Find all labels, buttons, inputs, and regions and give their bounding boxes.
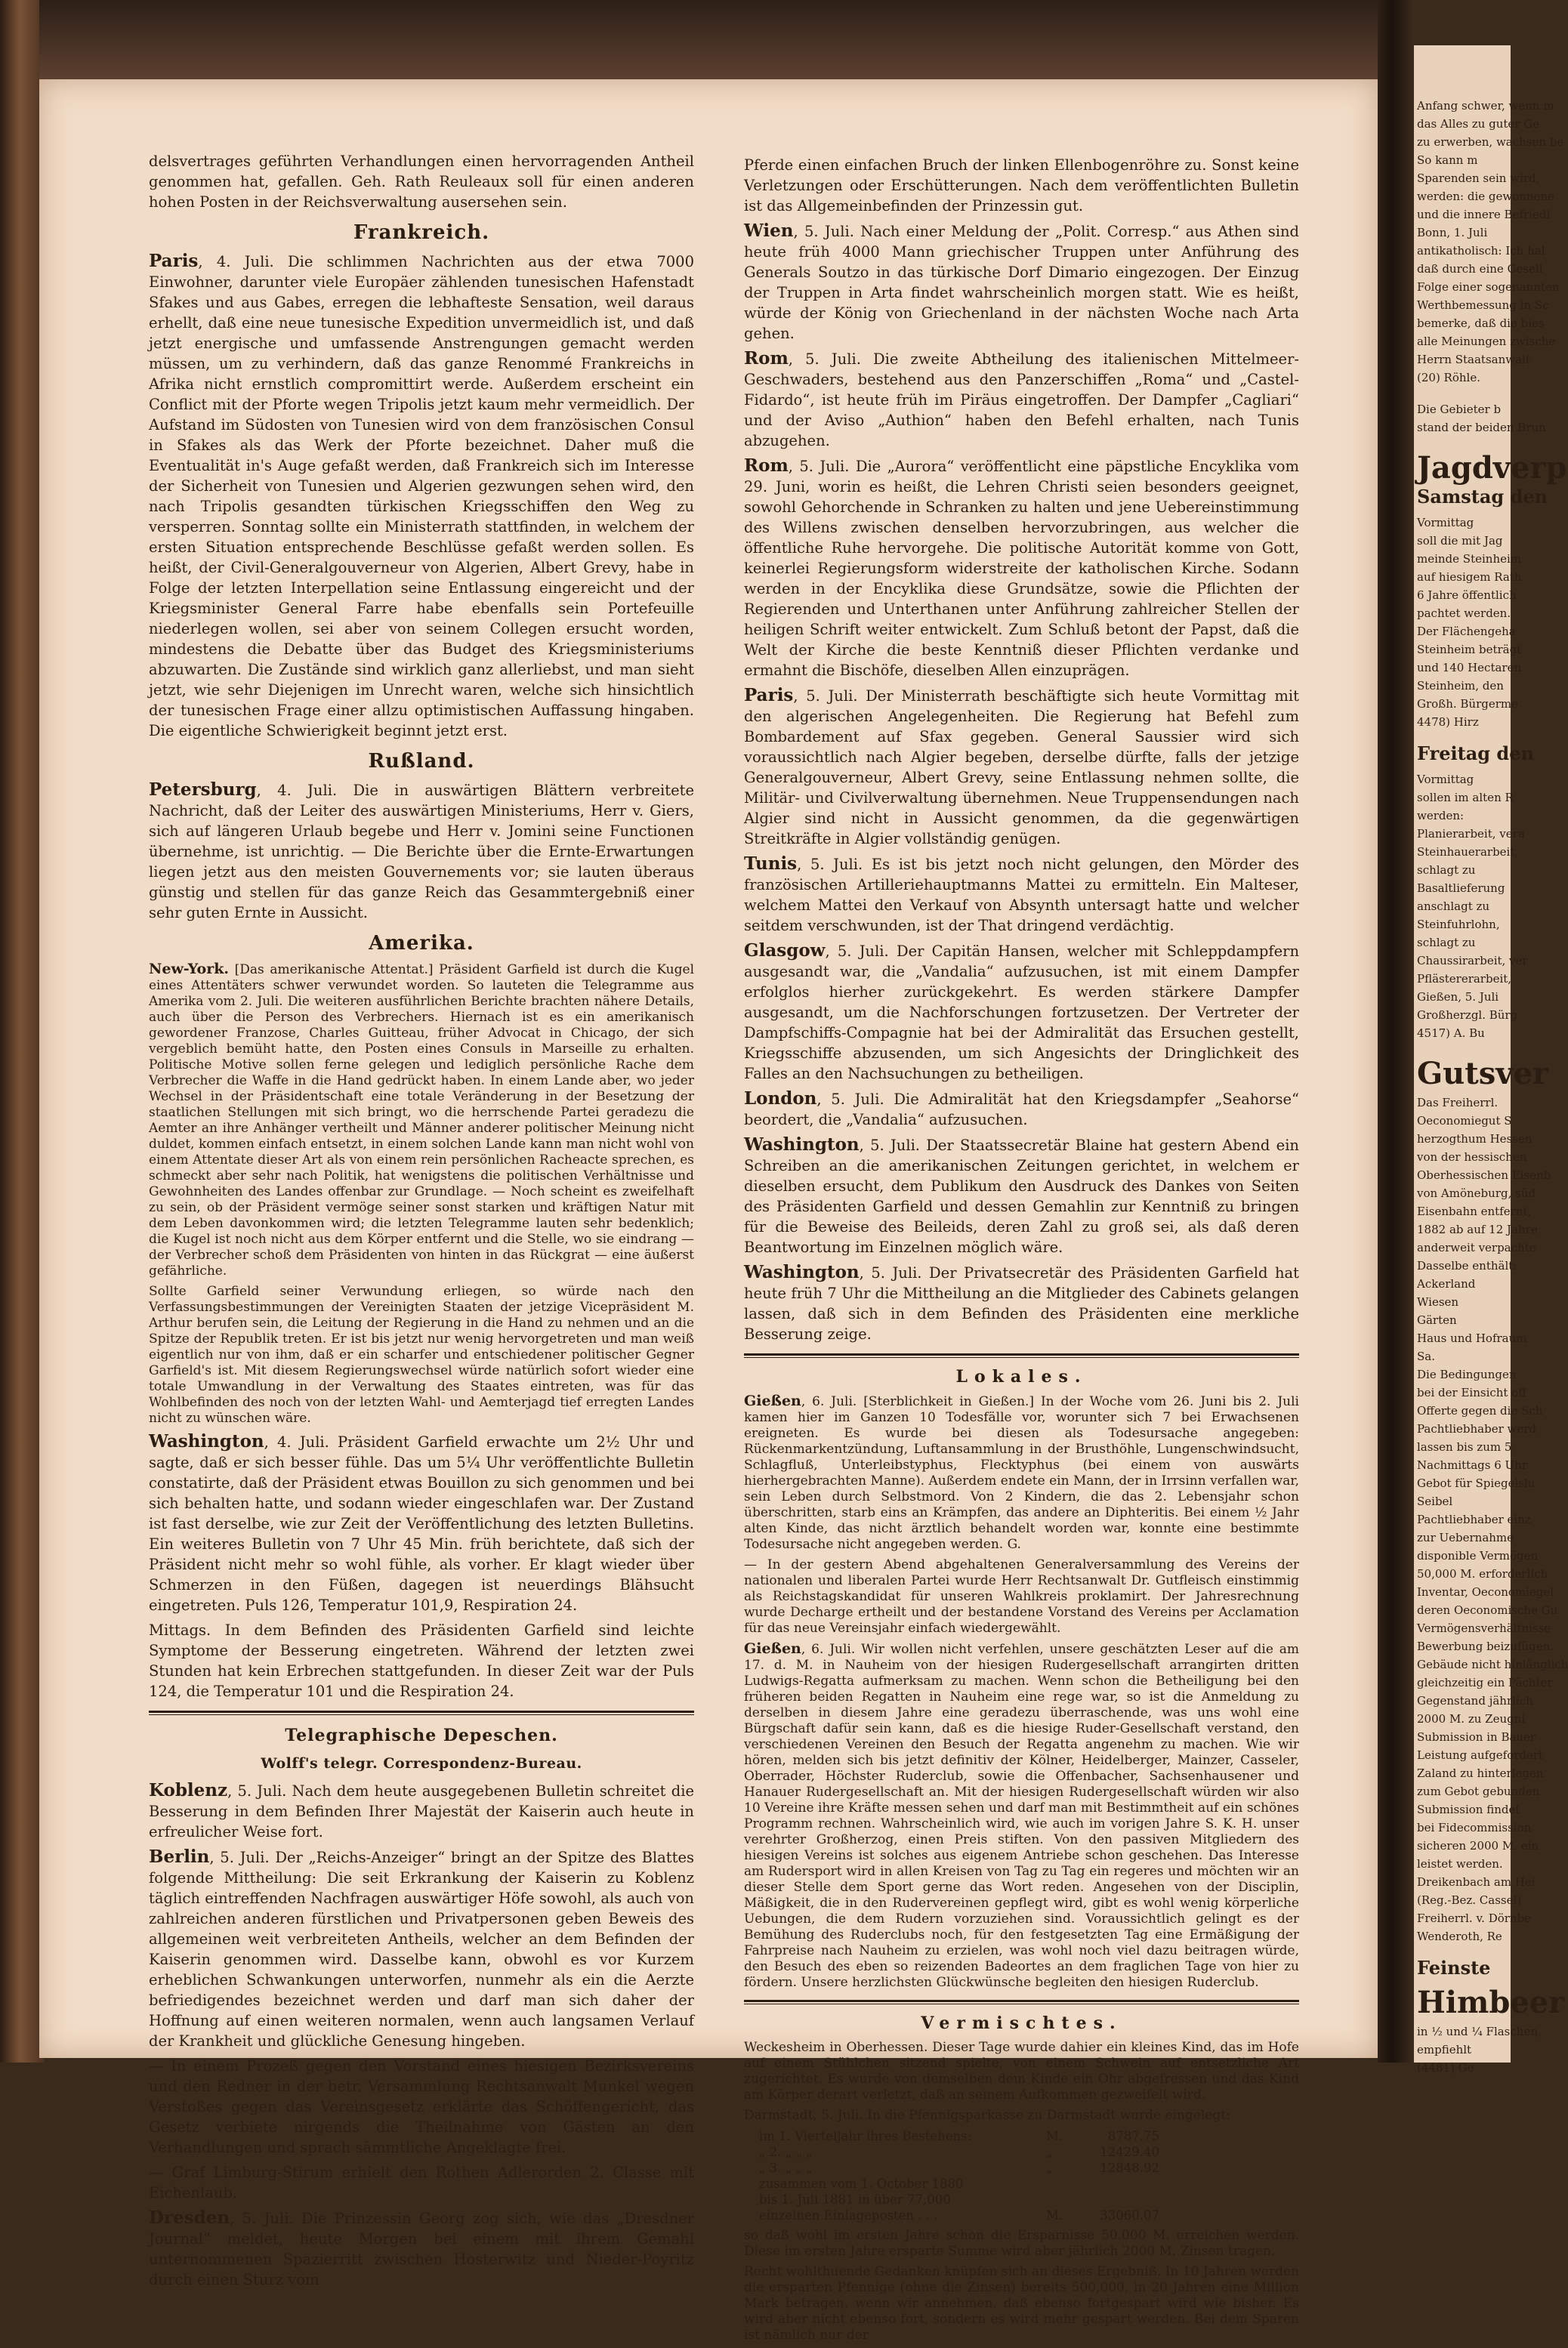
dateline-city: Paris bbox=[744, 685, 794, 705]
adjacent-page-line: schlagt zu bbox=[1417, 863, 1476, 877]
adjacent-page-line: herzogthum Hessen bbox=[1417, 1132, 1533, 1146]
savings-amount: 12848.92 bbox=[1100, 2161, 1159, 2175]
article-text: , 5. Juli. Die Prinzessin Georg zog sich, wie das „Dresdner Journal“ meldet, heute Morgen bei einem mit ihrem Gemahl unternommenen Spazierritt zwischen Hosterwitz und Nieder-Poyritz durch einen Sturz vom bbox=[149, 2210, 694, 2288]
adjacent-page-line: empfiehlt bbox=[1417, 2043, 1472, 2056]
article-text: , 6. Juli. Wir wollen nicht verfehlen, unsere geschätzten Leser auf die am 17. d. M. in Nauheim von der hiesigen Rudergesellschaft arrangirten dritten Ludwigs-Regatta aufmerksam zu machen. Wenn schon die Betheiligung bei den früheren beiden Regatten in Nauheim eine rege war, so ist die Anmeldung zu derselben in diesem Jahre eine geradezu überraschende, was uns wohl eine Bürgschaft dafür sein kann, daß es die hiesige Ruder-Gesellschaft verstand, den verschiedenen Vereinen den Besuch der Regatta angenehm zu machen. Wie wir hören, melden sich bis jetzt definitiv der Kölner, Heidelberger, Mainzer, Casseler, Oberrader, Höchster Ruderclub, sowie die Offenbacher, Sachsenhausener und Hanauer Rudergesellschaft an. Mit der hiesigen Rudergesellschaft würden wir also 10 Vereine ihre Kräfte messen sehen und darf man mit Bestimmtheit auf ein schönes Programm rechnen. Wahrscheinlich wird, wie auch im vorigen Jahre S. K. H. unser verehrter Großherzog, einen Preis stiften. Von den passiven Mitgliedern des hiesigen Vereins ist solches aus eigenem Antriebe schon geschehen. Das Interesse am Rudersport wird in allen Kreisen von Tag zu Tag ein regeres und möchten wir an dieser Stelle dem Sport gerne das Wort reden. Angesehen von der Disciplin, Mäßigkeit, die in den Rudervereinen gepflegt wird, gibt es wohl wenig körperliche Uebungen, die dem Rudern vorzuziehen sind. Voraussichtlich gelingt es der Bemühung des Ruderclubs noch, für den festgesetzten Tag eine Ermäßigung der Fahrpreise nach Nauheim zu erzielen, was wohl noch viel dazu beitragen würde, den Besuch des eben so reizenden Badeortes an dem fraglichen Tage von hier zu fördern. Unsere herzlichsten Glückwünsche begleiten den hiesigen Ruderclub. bbox=[744, 1642, 1299, 1990]
adjacent-page-line: 6 Jahre öffentlich bbox=[1417, 588, 1517, 602]
dateline-city: New-York. bbox=[149, 961, 229, 977]
dateline-city: London bbox=[744, 1088, 817, 1109]
adjacent-page-line: Großherzgl. Bürg bbox=[1417, 1008, 1518, 1022]
savings-row bbox=[759, 2160, 1299, 2176]
adjacent-page-line: alle Meinungen zwische bbox=[1417, 335, 1556, 348]
adjacent-page-line: das Alles zu guter Ge bbox=[1417, 117, 1540, 131]
section-heading-frankreich: Frankreich. bbox=[353, 221, 490, 244]
adjacent-page-line: Dreikenbach am Hei bbox=[1417, 1875, 1536, 1889]
savings-table bbox=[759, 2128, 1299, 2223]
book-binding-edge bbox=[0, 0, 44, 2063]
adjacent-page-line: stand der beiden Brun bbox=[1417, 421, 1546, 434]
article-text: , 4. Juli. Die schlimmen Nachrichten aus der etwa 7000 Einwohner, darunter viele Europäer zählenden tunesischen Hafenstadt Sfakes und aus Gabes, erregen die lebhafteste Sensation, weil daraus erhellt, daß eine neue tunesische Expedition unvermeidlich ist, und daß jetzt energische und umfassende Anstrengungen gemacht werden müssen, um zu verhindern, daß das ganze Renommé Frankreichs in Afrika nicht ernstlich compromittirt werde. Außerdem erscheint ein Conflict mit der Pforte wegen Tripolis jetzt kaum mehr vermeidlich. Der Aufstand im Südosten von Tunesien wird von dem französischen Consul in Sfakes als das Werk der Pforte bezeichnet. Daher muß die Eventualität in's Auge gefaßt werden, daß Frankreich sich im Interesse der Sicherheit von Tunesien und Algerien gezwungen sehen wird, den nach Tripolis gesandten türkischen Kriegsschiffen den Weg zu versperren. Sonntag sollte ein Ministerrath stattfinden, in welchem der ersten Situation entsprechende Beschlüsse gefaßt werden sollen. Es heißt, der Civil-Generalgouverneur von Algerien, Albert Grevy, habe in Folge der letzten Interpellation seine Entlassung eingereicht und der Kriegsminister General Farre habe ebenfalls sein Portefeuille niederlegen wollen, sei aber von seinem Collegen ersucht worden, mindestens die Debatte über das Budget des Kriegsministeriums abzuwarten. Die Zustände sind wirklich ganz allerliebst, und man sieht jetzt, wie sehr Diejenigen im Unrecht waren, welche sich hinsichtlich der tunesischen Frage einer allzu optimistischen Auffassung hingaben. Die eigentliche Schwierigkeit beginnt jetzt erst. bbox=[149, 253, 694, 739]
adjacent-page-line: Wiesen bbox=[1417, 1295, 1459, 1309]
adjacent-page-line: 4478) Hirz bbox=[1417, 715, 1479, 729]
section-subheading-bureau: Wolff's telegr. Correspondenz-Bureau. bbox=[261, 1755, 582, 1772]
article-washington-2 bbox=[744, 1134, 1299, 1257]
article-text: , 5. Juli. Die Admiralität hat den Kriegsdampfer „Seahorse“ beordert, die „Vandalia“ aufzusuchen. bbox=[744, 1091, 1299, 1128]
dateline-city: Rom bbox=[744, 455, 789, 476]
adjacent-page-line: Freiherrl. v. Dörnbe bbox=[1417, 1911, 1532, 1925]
dateline-city: Washington bbox=[744, 1262, 860, 1282]
article-text: , 5. Juli. Der „Reichs-Anzeiger“ bringt an der Spitze des Blattes folgende Mittheilung: Die seit Erkrankung der Kaiserin zu Koblenz täglich eintreffenden Nachfragen auswärtiger Höfe sowohl, als auch von zahlreichen anderen fürstlichen und Privatpersonen geben Beweis des allgemeinen weit verbreiteten Antheils, welcher an dem Befinden der Kaiserin genommen wird. Dasselbe kann, obwohl es vor Kurzem erheblichen Schwankungen unterworfen, nunmehr als ein die Aerzte befriedigendes bezeichnet werden und darf man sich daher der Hoffnung auf einen weiteren normalen, wenn auch langsamen Verlauf der Krankheit und glückliche Genesung hingeben. bbox=[149, 1849, 694, 2050]
savings-currency bbox=[1046, 2192, 1076, 2208]
adjacent-page-line: Pflästererarbeit, bbox=[1417, 972, 1512, 986]
adjacent-page-line: bei der Einsicht off bbox=[1417, 1386, 1526, 1399]
dateline-city: Wien bbox=[744, 221, 794, 241]
article-prozess: — In einem Prozeß gegen den Vorstand eines hiesigen Bezirksvereins und den Redner in der betr. Versammlung Rechtsanwalt Munkel wegen Verstoßes gegen das Vereinsgesetz erklärte das Schöffengericht, das Gesetz verbiete nirgends die Theilnahme von Gästen an den Verhandlungen und sprach sämmtliche Angeklagte frei. bbox=[149, 2057, 694, 2156]
column-right bbox=[744, 155, 1299, 2348]
adjacent-page-line: lassen bis zum 5. bbox=[1417, 1440, 1516, 1454]
savings-currency: M. bbox=[1046, 2129, 1063, 2143]
adjacent-page-line: anschlagt zu bbox=[1417, 899, 1490, 913]
adjacent-page-line: Offerte gegen die Sch bbox=[1417, 1404, 1543, 1418]
article-darmstadt: Darmstadt, 5. Juli. In die Pfennigsparkasse zu Darmstadt wurde eingelegt: bbox=[744, 2108, 1230, 2123]
adjacent-page-line: werden: die gewonnene bbox=[1417, 190, 1554, 203]
article-text: , 5. Juli. Der Ministerrath beschäftigte sich heute Vormittag mit den algerischen Angelegenheiten. Die Regierung hat Befehl zum Bombardement auf Sfax gegeben. General Saussier wird sich voraussichtlich nach Algier begeben, derselbe dürfte, falls der jetzige Generalgouverneur, Albert Grevy, seine Entlassung nehmen sollte, die Militär- und Civilverwaltung übernehmen. Neue Truppensendungen nach Algier sind nicht in Aussicht genommen, da die gegenwärtigen Streitkräfte in Algier vollständig genügen. bbox=[744, 687, 1299, 847]
adjacent-page-line: 1882 ab auf 12 Jahre bbox=[1417, 1223, 1538, 1236]
adjacent-page-line: Vormittag bbox=[1417, 516, 1474, 529]
adjacent-page-line: Das Freiherrl. bbox=[1417, 1096, 1499, 1109]
adjacent-page-line: Gebot für Spiegelslu bbox=[1417, 1476, 1536, 1490]
article-text: [Das amerikanische Attentat.] Präsident Garfield ist durch die Kugel eines Attentäters schwer verwundet worden. So lauteten die Telegramme aus Amerika vom 2. Juli. Die weiteren ausführlichen Berichte brachten nähere Details, auch über die Person des Verbrechers. Hiernach ist es ein amerikanisch gewordener Franzose, Charles Guitteau, früher Advocat in Chicago, der sich vergeblich bemüht hatte, den Posten eines Consuls in Marseille zu erhalten. Politische Motive sollen ferne gelegen und lediglich persönliche Rache dem Verbrecher die Waffe in die Hand gedrückt haben. In einem Lande aber, wo jeder Wechsel in der Präsidentschaft eine totale Veränderung in der Besetzung der staatlichen Stellungen mit sich bringt, wo die herrschende Partei geradezu die Aemter an ihre Anhänger vertheilt und Männer anderer politischer Meinung nicht duldet, kommen einfach entsetzt, in einem solchen Lande kann man nicht wohl von einem Attentate dieser Art als von einem rein persönlichen Racheacte sprechen, es schmeckt aber sehr nach Politik, hat wenigstens die politischen Verhältnisse und Gewohnheiten des Landes offenbar zur Grundlage. — Noch scheint es zweifelhaft zu sein, ob der Präsident vermöge seiner sonst starken und kräftigen Natur mit dem Leben davonkommen wird; die letzten Telegramme lauten sehr bedenklich; die Kugel ist noch nicht aus dem Körper entfernt und die Stelle, wo sie eindrang — der Verbrecher schoß dem Präsidenten von hinten in das Rückgrat — eine äußerst gefährliche. bbox=[149, 962, 694, 1279]
article-giessen-1 bbox=[744, 1393, 1299, 1553]
adjacent-page-line: Steinfuhrlohn, bbox=[1417, 918, 1500, 931]
dateline-city: Dresden bbox=[149, 2208, 230, 2228]
savings-amount: 12429.40 bbox=[1100, 2145, 1159, 2159]
adjacent-page-line: Oberhessischen Eisenb bbox=[1417, 1168, 1551, 1182]
adjacent-page-line: Freitag den bbox=[1417, 742, 1534, 764]
article-text: , 5. Juli. Der Privatsecretär des Präsidenten Garfield hat heute früh 7 Uhr die Mittheilung an die Mitglieder des Cabinets gelangen lassen, daß sich in dem Befinden des Präsidenten eine merkliche Besserung zeige. bbox=[744, 1264, 1299, 1343]
article-glasgow bbox=[744, 940, 1299, 1084]
savings-amount bbox=[1076, 2192, 1159, 2208]
adjacent-page-line: Der Flächengeha bbox=[1417, 625, 1516, 638]
savings-currency bbox=[1046, 2176, 1076, 2192]
adjacent-page-line: Zaland zu hinterlegen bbox=[1417, 1766, 1544, 1780]
article-limburg: — Graf Limburg-Stirum erhielt den Rothen Adlerorden 2. Classe mit Eichenlaub. bbox=[149, 2164, 694, 2201]
adjacent-page-line: Dasselbe enthält: bbox=[1417, 1259, 1517, 1273]
adjacent-page-line: 4517) A. Bu bbox=[1417, 1026, 1485, 1040]
adjacent-page-line: Submission findet bbox=[1417, 1803, 1520, 1816]
article-washington-3 bbox=[744, 1262, 1299, 1344]
adjacent-page-line: Jagdverp bbox=[1417, 450, 1567, 486]
adjacent-page-line: Pachtliebhaber einz bbox=[1417, 1513, 1531, 1526]
adjacent-page-line: Herrn Staatsanwalt bbox=[1417, 353, 1530, 366]
adjacent-page-line: Vermögensverhältnisse bbox=[1417, 1621, 1551, 1635]
dateline-city: Paris bbox=[149, 251, 199, 271]
adjacent-page-line: 2000 M. zu Zeugni bbox=[1417, 1712, 1526, 1726]
savings-row bbox=[759, 2128, 1299, 2144]
adjacent-page-line: Planierarbeit, vera bbox=[1417, 827, 1525, 841]
article-giessen-2 bbox=[744, 1641, 1299, 1991]
adjacent-page-line: Sa. bbox=[1417, 1350, 1435, 1363]
adjacent-page-line: Großh. Bürgerme bbox=[1417, 697, 1519, 711]
savings-label: im 1. Vierteljahr ihres Bestehens: bbox=[759, 2129, 972, 2143]
dateline-city: Tunis bbox=[744, 853, 798, 874]
column-left bbox=[149, 151, 694, 2294]
article-text: , 5. Juli. Der Staatssecretär Blaine hat gestern Abend ein Schreiben an die amerikanischen Zeitungen gerichtet, in welchem er dieselben ersucht, dem Publikum den Ausdruck des Dankes von Seiten des Präsidenten Garfield und dessen Gemahlin zur Kenntniß zu bringen für die Beweise des Beileids, deren Zahl zu groß sei, als daß deren Beantwortung im Einzelnen möglich wäre. bbox=[744, 1137, 1299, 1256]
adjacent-page-line: Folge einer sogenannten bbox=[1417, 280, 1560, 294]
article-text: , 5. Juli. Nach dem heute ausgegebenen Bulletin schreitet die Besserung in dem Befinden Ihrer Majestät der Kaiserin auch heute in erfreulicher Weise fort. bbox=[149, 1782, 694, 1840]
adjacent-page-line: bemerke, daß die bies bbox=[1417, 316, 1545, 330]
article-continuation: Pferde einen einfachen Bruch der linken Ellenbogenröhre zu. Sonst keine Verletzungen oder Erschütterungen. Nach dem veröffentlichten Bulletin ist das Allgemeinbefinden der Prinzessin gut. bbox=[744, 156, 1299, 214]
divider bbox=[744, 1353, 1299, 1358]
adjacent-page-line: gleichzeitig ein Pächter bbox=[1417, 1676, 1553, 1689]
adjacent-page-line: Nachmittags 6 Uhr bbox=[1417, 1458, 1528, 1472]
adjacent-page-line: Steinhauerarbeit, bbox=[1417, 845, 1519, 859]
adjacent-page-line: zum Gebot gebunden bbox=[1417, 1785, 1540, 1798]
savings-amount bbox=[1076, 2176, 1159, 2192]
adjacent-page-line: Gießen, 5. Juli bbox=[1417, 990, 1499, 1004]
article-text: , 5. Juli. Die zweite Abtheilung des italienischen Mittelmeer-Geschwaders, bestehend aus den Panzerschiffen „Roma“ und „Castel-Fidardo“, ist heute früh im Piräus eingetroffen. Der Dampfer „Cagliari“ und der Aviso „Authion“ haben den Befehl erhalten, nach Tunis abzugehen. bbox=[744, 350, 1299, 449]
adjacent-page-line: Wenderoth, Re bbox=[1417, 1930, 1502, 1943]
article-berlin bbox=[149, 1847, 694, 2051]
adjacent-page-line: So kann m bbox=[1417, 153, 1478, 167]
adjacent-page-line: Submission in Bauer bbox=[1417, 1730, 1536, 1744]
article-washington-1 bbox=[149, 1431, 694, 1615]
savings-row bbox=[759, 2144, 1299, 2160]
section-heading-amerika: Amerika. bbox=[369, 932, 474, 955]
dateline-city: Gießen bbox=[744, 1640, 801, 1657]
article-text: , 5. Juli. Die „Aurora“ veröffentlicht eine päpstliche Encyklika vom 29. Juni, worin es heißt, die Lehren Christi seien besonders geeignet, sowohl Gehorchende in Schranken zu halten und jene Uebereinstimmung des Willens zwischen denselben hervorzubringen, aus welcher die öffentliche Ruhe hervorgehe. Die politische Autorität komme von Gott, keinerlei Regierungsform widerstreite der katholischen Kirche. Sodann werden in der Encyklika diese Grundsätze, sowie die Pflichten der Regierenden und Unterthanen unter Anführung zahlreicher Stellen der heiligen Schrift weiter entwickelt. Zum Schluß betont der Papst, daß die Welt der Kirche die beste Kenntniß dieser Pflichten verdanke und ermahnt die Bischöfe, dieselben Allen einzuprägen. bbox=[744, 458, 1299, 679]
adjacent-page-line: Gärten bbox=[1417, 1313, 1457, 1327]
section-heading-telegraph: Telegraphische Depeschen. bbox=[285, 1726, 558, 1745]
adjacent-page-line: (Reg.-Bez. Cassel) bbox=[1417, 1893, 1522, 1907]
adjacent-page-line: auf hiesigem Rath bbox=[1417, 570, 1522, 584]
article-paris bbox=[149, 251, 694, 741]
savings-label: „ 2. „ „ „ bbox=[759, 2145, 813, 2159]
page-top-shadow bbox=[39, 0, 1378, 79]
adjacent-page-line: Oeconomiegut S bbox=[1417, 1114, 1512, 1128]
article-text: , 5. Juli. Es ist bis jetzt noch nicht gelungen, den Mörder des französischen Artilleriehauptmanns Mattei zu ermitteln. Ein Malteser, welchem Mattei den Verkauf von Absynth untersagt hatte und welcher seitdem verschwunden, ist der That dringend verdächtig. bbox=[744, 856, 1299, 934]
adjacent-page-line: und 140 Hectaren bbox=[1417, 661, 1522, 674]
article-petersburg bbox=[149, 779, 694, 923]
article-tunis bbox=[744, 853, 1299, 936]
adjacent-page-line: zu erwerben, wachsen be bbox=[1417, 135, 1564, 149]
article-text: , 4. Juli. Präsident Garfield erwachte um 2½ Uhr und sagte, daß er sich besser fühle. Das um 5¼ Uhr veröffentlichte Bulletin constatirte, daß der Präsident etwas Bouillon zu sich genommen und bei sich behalten hatte, und sodann wieder eingeschlafen war. Der Zustand ist fast derselbe, wie zur Zeit der Veröffentlichung des letzten Bulletins. Ein weiteres Bulletin von 7 Uhr 45 Min. früh berichtete, daß sich der Präsident nicht mehr so wohl fühle, als vorher. Er klagt wieder über Schmerzen in den Füßen, dagegen ist neuerdings Blähsucht eingetreten. Puls 126, Temperatur 101,9, Respiration 24. bbox=[149, 1433, 694, 1614]
intro-paragraph: delsvertrages geführten Verhandlungen einen hervorragenden Antheil genommen hat, gefallen. Geh. Rath Reuleaux soll für einen anderen hohen Posten in der Reichsverwaltung ausersehen sein. bbox=[149, 153, 694, 211]
savings-currency: M. bbox=[1046, 2208, 1063, 2223]
dateline-city: Gießen bbox=[744, 1393, 801, 1409]
adjacent-page-line: werden: bbox=[1417, 809, 1465, 822]
dateline-city: Petersburg bbox=[149, 779, 257, 800]
dateline-city: Berlin bbox=[149, 1847, 210, 1867]
article-text: , 6. Juli. [Sterblichkeit in Gießen.] In der Woche vom 26. Juni bis 2. Juli kamen hier im Ganzen 10 Todesfälle vor, worunter sich 7 bei Erwachsenen ereigneten. Es wurde bei diesen als Todesursache angegeben: Rückenmarkentzündung, Luftansammlung in der Brusthöhle, Lungenschwindsucht, Schlagfluß, Unterleibstyphus, Flecktyphus (bei einem von auswärts hierhergebrachten Manne). Außerdem endete ein Mann, der in Irrsinn verfallen war, sein Leben durch Selbstmord. Von 2 Kindern, die das 2. Lebensjahr schon überschritten, starb eins an Krämpfen, das andere an Diphteritis. Bei einem ½ Jahr alten Kinde, das nicht ärztlich behandelt worden war, konnte eine bestimmte Todesursache nicht angegeben werden. G. bbox=[744, 1394, 1299, 1552]
article-weckesheim: Weckesheim in Oberhessen. Dieser Tage wurde dahier ein kleines Kind, das im Hofe auf einem Stühlchen sitzend spielte, von einem Schwein auf entsetzliche Art zugerichtet. Es wurde von demselben dem Kinde ein Ohr abgefressen und das Kind am Körper derart verletzt, daß an seinem Aufkommen gezweifelt wird. bbox=[744, 2040, 1299, 2103]
adjacent-page-line: Eisenbahn entfernt, bbox=[1417, 1205, 1532, 1218]
adjacent-page-line: Bewerbung beizufügen. bbox=[1417, 1640, 1554, 1653]
article-paris-2 bbox=[744, 685, 1299, 849]
savings-row bbox=[759, 2176, 1299, 2192]
adjacent-page-line: Ackerland bbox=[1417, 1277, 1476, 1291]
adjacent-page-line: daß durch eine Gesell bbox=[1417, 262, 1543, 276]
adjacent-page-line: Seibel bbox=[1417, 1495, 1453, 1508]
book-gutter bbox=[1378, 0, 1414, 2063]
adjacent-page-line: sollen im alten R bbox=[1417, 791, 1514, 804]
divider bbox=[744, 2000, 1299, 2004]
savings-label: bis 1. Juli 1881 in über 77,000 bbox=[759, 2192, 951, 2207]
section-heading-lokales: Lokales. bbox=[955, 1367, 1088, 1387]
adjacent-page-line: 50,000 M. erforderlich bbox=[1417, 1567, 1548, 1581]
savings-label: einzelnen Einlageposten . . . bbox=[759, 2208, 938, 2223]
adjacent-page-line: anderweit verpachte bbox=[1417, 1241, 1536, 1254]
savings-row bbox=[759, 2208, 1299, 2223]
adjacent-page-line: und die innere Befriedi bbox=[1417, 208, 1551, 221]
section-heading-vermischtes: Vermischtes. bbox=[921, 2013, 1122, 2033]
article-garfield-succession: Sollte Garfield seiner Verwundung erliegen, so würde nach den Verfassungsbestimmungen der Vereinigten Staaten der jetzige Vicepräsident M. Arthur berufen sein, die Leitung der Regierung in die Hand zu nehmen und an die Spitze der Republik treten. Er ist bis jetzt nur wenig hervorgetreten und man weiß eigentlich nur von ihm, daß er ein scharfer und entschiedener politischer Gegner Garfield's ist. Mit diesem Regierungswechsel würde natürlich sofort wieder eine totale Umwandlung in der Verwaltung des Staates eintreten, was für das Wohlbefinden des noch von der letzten Wahl- und Aemterjagd tief erregten Landes nicht zu wünschen wäre. bbox=[149, 1284, 694, 1426]
savings-amount: 33060.07 bbox=[1100, 2208, 1159, 2223]
adjacent-page-line: Haus und Hofraum bbox=[1417, 1331, 1527, 1345]
adjacent-page-line: deren Oeconomische Gu bbox=[1417, 1603, 1558, 1617]
adjacent-page bbox=[1414, 45, 1568, 2075]
article-text: , 5. Juli. Nach einer Meldung der „Polit. Corresp.“ aus Athen sind heute früh 4000 Mann griechischer Truppen unter Anführung des Generals Soutzo in das türkische Dorf Dimario eingezogen. Der Einzug der Truppen in Arta findet wahrscheinlich morgen statt. Wie es heißt, würde der König von Griechenland in der nächsten Woche nach Arta gehen. bbox=[744, 223, 1299, 342]
divider bbox=[149, 1711, 694, 1715]
article-mittags: Mittags. In dem Befinden des Präsidenten Garfield sind leichte Symptome der Besserung eingetreten. Während der letzten zwei Stunden hat kein Erbrechen stattgefunden. In dieser Zeit war der Puls 124, die Temperatur 101 und die Respiration 24. bbox=[149, 1621, 694, 1700]
article-generalversammlung: — In der gestern Abend abgehaltenen Generalversammlung des Vereins der nationalen und liberalen Partei wurde Herr Rechtsanwalt Dr. Gutfleisch einstimmig als Reichstagskandidat für unseren Wahlkreis proklamirt. Der Jahresrechnung wurde Decharge ertheilt und der bestandene Vorstand des Vereins per Acclamation für das neue Vereinsjahr einfach wiedergewählt. bbox=[744, 1557, 1299, 1636]
dateline-city: Washington bbox=[744, 1134, 860, 1155]
adjacent-page-line: disponible Vermögen bbox=[1417, 1549, 1539, 1563]
adjacent-page-line: Pachtliebhaber werd bbox=[1417, 1422, 1537, 1436]
adjacent-page-line: von der hessischen bbox=[1417, 1150, 1527, 1164]
adjacent-page-line: Samstag den bbox=[1417, 486, 1548, 508]
dateline-city: Koblenz bbox=[149, 1780, 228, 1800]
savings-currency: „ bbox=[1046, 2145, 1053, 2159]
adjacent-page-line: Himbeer bbox=[1417, 1985, 1565, 2020]
adjacent-page-line: leistet werden. bbox=[1417, 1857, 1503, 1871]
savings-currency: „ bbox=[1046, 2161, 1053, 2175]
adjacent-page-line: Die Gebieter b bbox=[1417, 403, 1502, 416]
adjacent-page-line: Werthbemessung in Sc bbox=[1417, 298, 1549, 312]
adjacent-page-line: zur Uebernahme bbox=[1417, 1531, 1514, 1544]
adjacent-page-line: Vormittag bbox=[1417, 773, 1474, 786]
adjacent-page-line: schlagt zu bbox=[1417, 936, 1476, 949]
adjacent-page-line: Gebäude nicht hinlänglich bbox=[1417, 1658, 1568, 1671]
dateline-city: Glasgow bbox=[744, 940, 826, 961]
adjacent-page-line: von Amöneburg, süd bbox=[1417, 1186, 1536, 1200]
article-text: , 5. Juli. Der Capitän Hansen, welcher mit Schleppdampfern ausgesandt war, die „Vandalia“ aufzusuchen, ist mit einem Dampfer erfolglos hierher zurückgekehrt. Es werden stärkere Dampfer ausgesandt, um die Nachforschungen fortzusetzen. Der Vertreter der Dampfschiffs-Compagnie hat bei der Admiralität das Ersuchen gestellt, Kriegsschiffe abzusenden, um sich Angesichts der Dringlichkeit des Falles an den Nachsuchungen zu betheiligen. bbox=[744, 943, 1299, 1082]
adjacent-page-line: (20) Röhle. bbox=[1417, 371, 1480, 384]
article-text: , 4. Juli. Die in auswärtigen Blättern verbreitete Nachricht, daß der Leiter des auswärtigen Ministeriums, Herr v. Giers, sich auf längeren Urlaub begebe und Herr v. Jomini seine Functionen übernehme, ist unrichtig. — Die Berichte über die Ernte-Erwartungen liegen jetzt aus den meisten Gouvernements vor; sie lauten überaus günstig und stellen für das ganze Reich das Gesammtergebniß einer sehr guten Ernte in Aussicht. bbox=[149, 782, 694, 921]
savings-label: zusammen vom 1. October 1880 bbox=[759, 2177, 964, 2191]
article-savings-1: so daß wohl im ersten Jahre schon die Ersparnisse 50.000 M. erreichen werden. Diese im ersten Jahre ersparte Summe wird aber jährlich 2000 M. Zinsen tragen. bbox=[744, 2228, 1299, 2259]
article-rom-2 bbox=[744, 455, 1299, 680]
adjacent-page-line: sicheren 2000 M. ein bbox=[1417, 1839, 1539, 1853]
article-wien bbox=[744, 221, 1299, 344]
adjacent-page-line: Steinheim beträgt bbox=[1417, 643, 1522, 656]
adjacent-page-line: Feinste bbox=[1417, 1957, 1491, 1979]
adjacent-page-line: bei Fidecommission bbox=[1417, 1821, 1532, 1834]
adjacent-page-line: Bonn, 1. Juli bbox=[1417, 226, 1488, 239]
section-heading-russland: Rußland. bbox=[368, 750, 475, 773]
article-koblenz bbox=[149, 1780, 694, 1842]
adjacent-page-line: Leistung aufgefordert bbox=[1417, 1748, 1544, 1762]
savings-amount: 8787.75 bbox=[1107, 2129, 1159, 2143]
adjacent-page-line: Steinheim, den bbox=[1417, 679, 1504, 693]
adjacent-page-line: in ½ und ¼ Flaschen, bbox=[1417, 2025, 1542, 2038]
adjacent-page-line: Gutsver bbox=[1417, 1056, 1549, 1091]
adjacent-page-line: Chaussirarbeit, ver bbox=[1417, 954, 1528, 967]
adjacent-page-line: Basaltlieferung bbox=[1417, 881, 1505, 895]
savings-row bbox=[759, 2192, 1299, 2208]
article-savings-2: Recht wohlthuende Gedanken knüpfen sich an dieses Ergebniß. In 10 Jahren werden die ersparten Pfennige (ohne die Zinsen) bereits 500,000, in 20 Jahren eine Million Mark betragen, wenn wir annehmen, daß ebenso fortgespart wird wie bisher. Es wird aber nicht ebenso fort, sondern es wird mehr gespart werden. Bei dem Sparen ist nämlich nur der bbox=[744, 2264, 1299, 2343]
dateline-city: Rom bbox=[744, 348, 789, 369]
adjacent-page-line: soll die mit Jag bbox=[1417, 534, 1503, 548]
dateline-city: Washington bbox=[149, 1431, 264, 1452]
adjacent-page-line: (4481) Ge bbox=[1417, 2061, 1474, 2075]
article-new-york bbox=[149, 961, 694, 1279]
adjacent-page-line: meinde Steinheim bbox=[1417, 552, 1522, 566]
adjacent-page-line: Inventar, Oeconomiegel bbox=[1417, 1585, 1554, 1599]
adjacent-page-line: Sparenden sein wird, bbox=[1417, 171, 1540, 185]
adjacent-page-line: pachtet werden. bbox=[1417, 606, 1511, 620]
article-dresden bbox=[149, 2208, 694, 2290]
adjacent-page-line: antikatholisch: Ich hal bbox=[1417, 244, 1545, 258]
savings-label: „ 3. „ „ „ bbox=[759, 2161, 813, 2175]
adjacent-page-line: Anfang schwer, wenn m bbox=[1417, 99, 1554, 113]
article-rom-1 bbox=[744, 348, 1299, 451]
article-london bbox=[744, 1088, 1299, 1130]
adjacent-page-line: Die Bedingungen bbox=[1417, 1368, 1517, 1381]
adjacent-page-line: Gegenstand jährlich bbox=[1417, 1694, 1533, 1708]
